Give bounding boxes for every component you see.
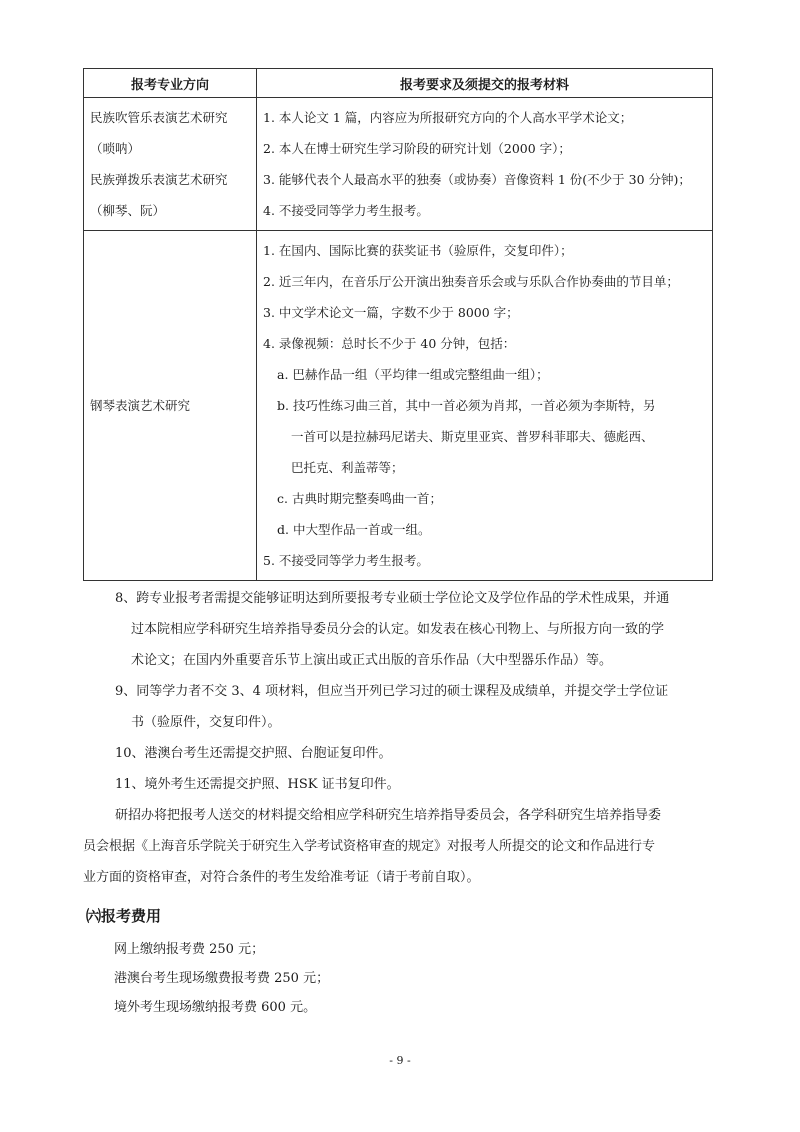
section-title-fees: ㈥报考费用: [86, 907, 162, 925]
fee-line: 境外考生现场缴纳报考费 600 元。: [114, 1000, 317, 1015]
requirements-table: [83, 68, 713, 581]
fee-line: 港澳台考生现场缴费报考费 250 元；: [114, 971, 330, 986]
major-name: 民族吹管乐表演艺术研究: [90, 110, 228, 125]
paragraph-line: 术论文；在国内外重要音乐节上演出或正式出版的音乐作品（大中型器乐作品）等。: [131, 653, 613, 668]
requirement-subitem: b. 技巧性练习曲三首，其中一首必须为肖邦，一首必须为李斯特，另: [277, 398, 656, 413]
requirement-item: 5. 不接受同等学力考生报考。: [263, 553, 429, 568]
major-instrument: （柳琴、阮）: [90, 203, 166, 218]
paragraph-line: 业方面的资格审查，对符合条件的考生发给准考证（请于考前自取）。: [83, 870, 480, 885]
paragraph-line: 研招办将把报考人送交的材料提交给相应学科研究生培养指导委员会，各学科研究生培养指导委: [115, 808, 662, 823]
table-row: [84, 98, 713, 231]
requirement-item: 4. 录像视频：总时长不少于 40 分钟，包括：: [263, 336, 516, 351]
header-requirements: 报考要求及须提交的报考材料: [257, 69, 713, 98]
requirement-item: 4. 不接受同等学力考生报考。: [263, 203, 429, 218]
requirement-subitem: a. 巴赫作品一组（平均律一组或完整组曲一组）；: [277, 367, 549, 382]
requirements-cell: [257, 98, 713, 231]
paragraph-line: 11、境外考生还需提交护照、HSK 证书复印件。: [115, 777, 400, 792]
major-instrument: （唢呐）: [90, 141, 141, 156]
paragraph-line: 过本院相应学科研究生培养指导委员分会的认定。如发表在核心刊物上、与所报方向一致的学: [131, 622, 665, 637]
paragraph-line: 书（验原件，交复印件）。: [131, 715, 281, 730]
requirement-subitem: d. 中大型作品一首或一组。: [277, 522, 431, 537]
paragraph-line: 10、港澳台考生还需提交护照、台胞证复印件。: [115, 746, 392, 761]
body-text: [83, 583, 713, 893]
table-header-row: [84, 69, 713, 98]
requirement-subitem: c. 古典时期完整奏鸣曲一首；: [277, 491, 442, 506]
requirement-subitem-continuation: 巴托克、利盖蒂等；: [291, 460, 404, 475]
paragraph-line: 员会根据《上海音乐学院关于研究生入学考试资格审查的规定》对报考人所提交的论文和作品进行专: [83, 839, 656, 854]
major-name: 民族弹拨乐表演艺术研究: [90, 172, 228, 187]
requirement-item: 3. 能够代表个人最高水平的独奏（或协奏）音像资料 1 份(不少于 30 分钟)；: [263, 172, 691, 187]
paragraph-item-8: [83, 583, 713, 676]
requirement-item: 1. 本人论文 1 篇，内容应为所报研究方向的个人高水平学术论文；: [263, 110, 633, 125]
paragraph-item-11: [83, 769, 713, 800]
requirements-cell: [257, 231, 713, 581]
requirement-item: 1. 在国内、国际比赛的获奖证书（验原件，交复印件）；: [263, 243, 573, 258]
paragraph-review: [83, 800, 713, 893]
paragraph-line: 8、跨专业报考者需提交能够证明达到所要报考专业硕士学位论文及学位作品的学术性成果，并通: [115, 591, 670, 606]
major-name: 钢琴表演艺术研究: [90, 398, 191, 413]
major-cell: [84, 98, 257, 231]
major-cell: [84, 231, 257, 581]
requirement-subitem-continuation: 一首可以是拉赫玛尼诺夫、斯克里亚宾、普罗科菲耶夫、德彪西、: [291, 429, 654, 444]
table-row: [84, 231, 713, 581]
header-major: 报考专业方向: [84, 69, 257, 98]
requirement-item: 2. 近三年内，在音乐厅公开演出独奏音乐会或与乐队合作协奏曲的节目单；: [263, 274, 679, 289]
paragraph-item-10: [83, 738, 713, 769]
fee-line: 网上缴纳报考费 250 元；: [114, 942, 265, 957]
page-number: - 9 -: [389, 1054, 411, 1067]
fees-list: [114, 935, 329, 1022]
paragraph-item-9: [83, 676, 713, 738]
requirement-item: 3. 中文学术论文一篇，字数不少于 8000 字；: [263, 305, 519, 320]
paragraph-line: 9、同等学力者不交 3、4 项材料，但应当开列已学习过的硕士课程及成绩单，并提交学士学位证: [115, 684, 669, 699]
requirement-item: 2. 本人在博士研究生学习阶段的研究计划（2000 字）；: [263, 141, 571, 156]
